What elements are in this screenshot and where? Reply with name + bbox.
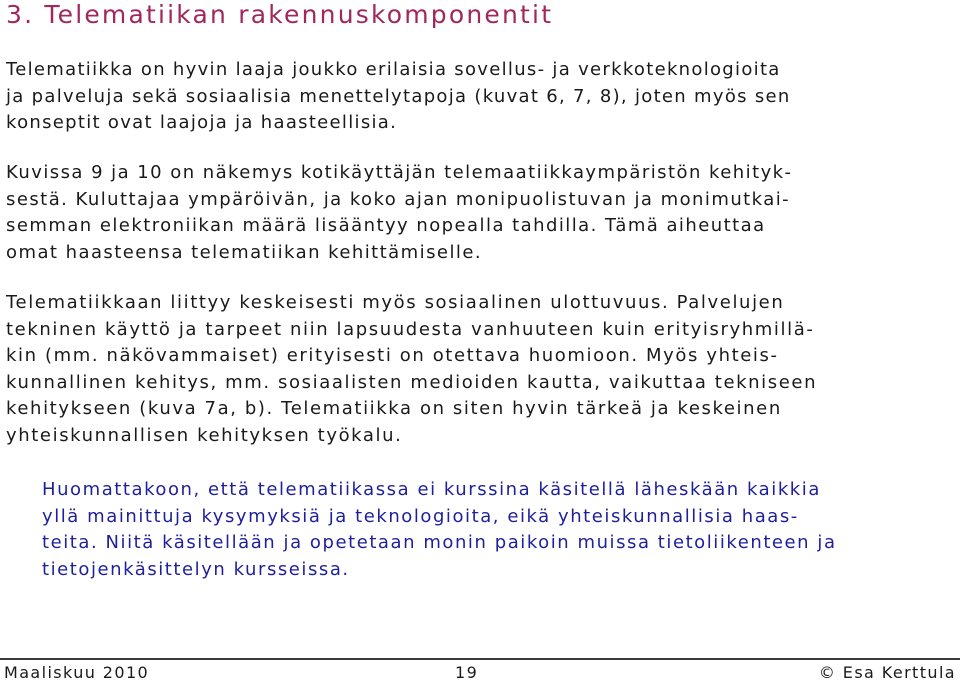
- text-line: konseptit ovat laajoja ja haasteellisia.: [6, 112, 398, 133]
- paragraph-social-dimension: [6, 290, 956, 449]
- text-line: Huomattakoon, että telematiikassa ei kurssina käsitellä läheskään kaikkia: [42, 479, 821, 500]
- footer-author: © Esa Kerttula: [818, 663, 956, 682]
- text-line: Telematiikka on hyvin laaja joukko erilaisia sovellus- ja verkkoteknologioita: [6, 59, 781, 80]
- text-line: teita. Niitä käsitellään ja opetetaan monin paikoin muissa tietoliikenteen ja: [42, 532, 837, 553]
- text-line: sestä. Kuluttajaa ympäröivän, ja koko ajan monipuolistuvan ja monimutkai-: [6, 188, 791, 210]
- paragraph-home-user: [6, 160, 956, 266]
- text-line: kehitykseen (kuva 7a, b). Telematiikka on siten hyvin tärkeä ja keskeinen: [6, 398, 782, 419]
- text-line: kin (mm. näkövammaiset) erityisesti on otettava huomioon. Myös yhteis-: [6, 345, 779, 366]
- page-number: 19: [455, 663, 479, 682]
- paragraph-intro: [6, 57, 956, 137]
- text-line: tietojenkäsittelyn kursseissa.: [42, 558, 350, 580]
- text-line: yllä mainittuja kysymyksiä ja teknologioita, eikä yhteiskunnallisia haas-: [42, 505, 799, 527]
- text-line: Kuvissa 9 ja 10 on näkemys kotikäyttäjän telemaatiikkaympäristön kehityk-: [6, 162, 793, 183]
- text-line: tekninen käyttö ja tarpeet niin lapsuudesta vanhuuteen kuin erityisryhmillä-: [6, 318, 815, 340]
- footer-date: Maaliskuu 2010: [4, 663, 150, 682]
- text-line: semman elektroniikan määrä lisääntyy nopealla tahdilla. Tämä aiheuttaa: [6, 215, 766, 236]
- text-line: Telematiikkaan liittyy keskeisesti myös sosiaalinen ulottuvuus. Palvelujen: [6, 292, 785, 313]
- text-line: ja palveluja sekä sosiaalisia menettelytapoja (kuvat 6, 7, 8), joten myös sen: [6, 85, 791, 107]
- paragraph-note: [42, 477, 956, 583]
- page-title: 3. Telematiikan rakennuskomponentit: [6, 0, 554, 29]
- text-line: kunnallinen kehitys, mm. sosiaalisten medioiden kautta, vaikuttaa tekniseen: [6, 371, 818, 393]
- text-line: yhteiskunnallisen kehityksen työkalu.: [6, 424, 403, 446]
- footer-divider: [0, 658, 960, 660]
- text-line: omat haasteensa telematiikan kehittämiselle.: [6, 241, 483, 263]
